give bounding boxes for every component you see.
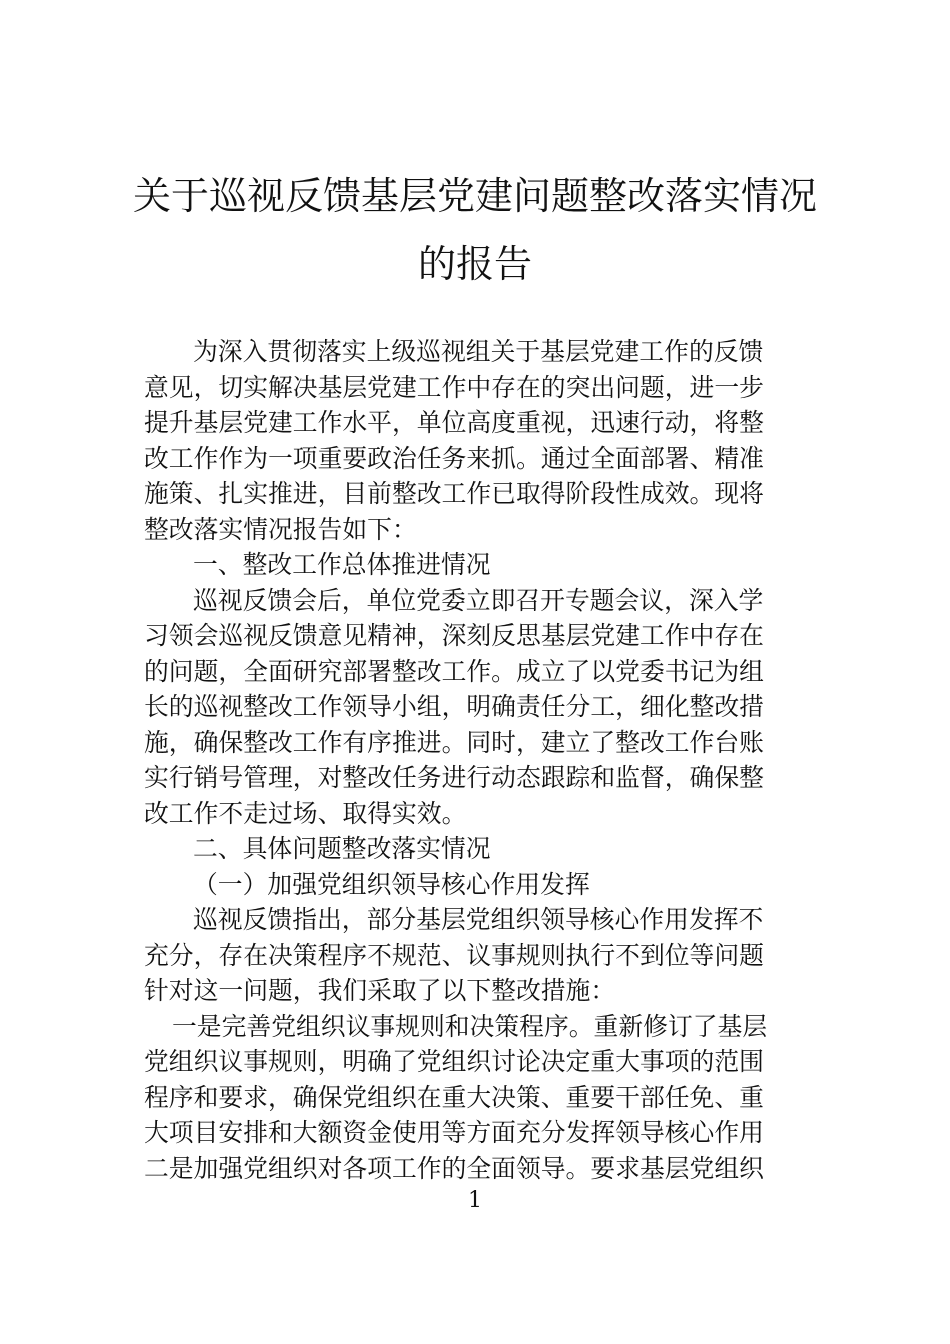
text-line: 大项目安排和大额资金使用等方面充分发挥领导核心作用 [144, 1118, 764, 1147]
text-line: 施策、扎实推进，目前整改工作已取得阶段性成效。现将 [144, 479, 764, 508]
text-line: 充分，存在决策程序不规范、议事规则执行不到位等问题 [144, 940, 764, 970]
text-line: 二是加强党组织对各项工作的全面领导。要求基层党组织 [144, 1153, 764, 1183]
subsection-heading: （一）加强党组织领导核心作用发挥 [193, 869, 590, 899]
document-body [144, 334, 808, 1186]
text-line: 巡视反馈会后，单位党委立即召开专题会议，深入学 [193, 585, 764, 615]
section-heading: 二、具体问题整改落实情况 [193, 834, 491, 863]
text-line: 程序和要求，确保党组织在重大决策、重要干部任免、重 [144, 1082, 764, 1112]
text-line: 习领会巡视反馈意见精神，深刻反思基层党建工作中存在 [144, 621, 764, 650]
text-line: 的问题，全面研究部署整改工作。成立了以党委书记为组 [144, 656, 764, 686]
page-number: 1 [468, 1188, 482, 1213]
text-line: 改工作不走过场、取得实效。 [144, 798, 467, 828]
text-line: 针对这一问题，我们采取了以下整改措施： [144, 976, 616, 1005]
document-title-line-1: 关于巡视反馈基层党建问题整改落实情况 [132, 174, 817, 218]
text-line: 为深入贯彻落实上级巡视组关于基层党建工作的反馈 [193, 337, 764, 366]
text-line: 党组织议事规则，明确了党组织讨论决定重大事项的范围 [144, 1047, 764, 1076]
document-title-line-2: 的报告 [417, 242, 532, 286]
text-line: 巡视反馈指出，部分基层党组织领导核心作用发挥不 [193, 905, 764, 934]
section-heading: 一、整改工作总体推进情况 [193, 550, 491, 579]
text-line: 意见，切实解决基层党建工作中存在的突出问题，进一步 [144, 372, 764, 402]
text-line: 长的巡视整改工作领导小组，明确责任分工，细化整改措 [144, 692, 764, 721]
text-line: 整改落实情况报告如下： [144, 514, 417, 544]
text-line: 一是完善党组织议事规则和决策程序。重新修订了基层 [172, 1011, 768, 1041]
text-line: 提升基层党建工作水平，单位高度重视，迅速行动，将整 [144, 408, 764, 437]
text-line: 改工作作为一项重要政治任务来抓。通过全面部署、精准 [144, 443, 764, 473]
text-line: 实行销号管理，对整改任务进行动态跟踪和监督，确保整 [144, 763, 764, 792]
text-line: 施，确保整改工作有序推进。同时，建立了整改工作台账 [144, 727, 764, 757]
